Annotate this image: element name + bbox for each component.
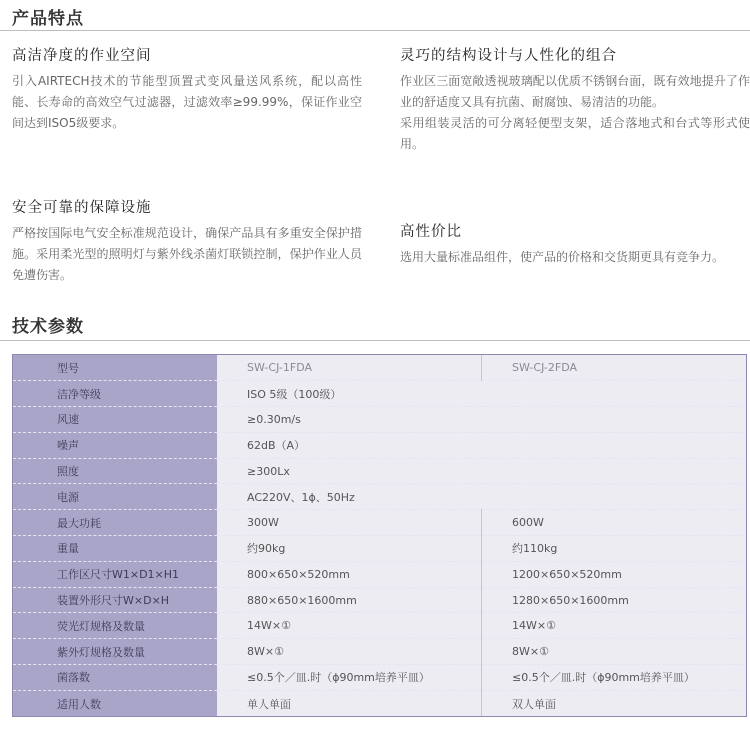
spec-label: 电源 xyxy=(13,484,217,510)
spec-value-1: 880×650×1600mm xyxy=(217,587,482,613)
feature-heading: 安全可靠的保障设施 xyxy=(12,200,152,216)
feature-cleanliness xyxy=(12,44,362,134)
specs-section-title: 技术参数 xyxy=(12,317,84,337)
feature-heading: 高性价比 xyxy=(400,224,462,240)
spec-row xyxy=(13,484,746,510)
spec-label: 重量 xyxy=(13,536,217,562)
spec-row xyxy=(13,561,746,587)
spec-value-1: 14W×① xyxy=(217,613,482,639)
spec-value-1: 8W×① xyxy=(217,639,482,665)
features-section-divider xyxy=(0,30,750,31)
spec-label: 紫外灯规格及数量 xyxy=(13,639,217,665)
spec-value-1: 约90kg xyxy=(217,536,482,562)
spec-row xyxy=(13,639,746,665)
feature-text: 选用大量标准品组件，使产品的价格和交货期更具有竞争力。 xyxy=(400,250,725,264)
feature-text: 引入AIRTECH技术的节能型顶置式变风量送风系统，配以高性能、长寿命的高效空气过滤器，过滤效率≥99.99%，保证作业空间达到ISO5级要求。 xyxy=(12,74,362,130)
spec-label: 照度 xyxy=(13,458,217,484)
spec-row xyxy=(13,407,746,433)
feature-safety xyxy=(12,196,362,286)
spec-row xyxy=(13,458,746,484)
spec-row xyxy=(13,690,746,716)
feature-text: 采用组装灵活的可分离轻便型支架，适合落地式和台式等形式使用。 xyxy=(400,116,750,151)
spec-value-2: 双人单面 xyxy=(482,690,747,716)
spec-value-1: 300W xyxy=(217,510,482,536)
spec-label: 型号 xyxy=(13,355,217,381)
feature-structure xyxy=(400,44,750,155)
spec-value: ISO 5级（100级） xyxy=(217,381,746,407)
spec-value-2: ≤0.5个／皿.时（ϕ90mm培养平皿） xyxy=(482,665,747,691)
spec-value-2: 约110kg xyxy=(482,536,747,562)
specs-section-divider xyxy=(0,340,750,341)
spec-label: 最大功耗 xyxy=(13,510,217,536)
spec-row xyxy=(13,510,746,536)
spec-label: 适用人数 xyxy=(13,690,217,716)
feature-text: 严格按国际电气安全标准规范设计，确保产品具有多重安全保护措施。采用柔光型的照明灯与紫外线杀菌灯联锁控制，保护作业人员免遭伤害。 xyxy=(12,226,362,282)
spec-value: ≥0.30m/s xyxy=(217,407,746,433)
spec-row xyxy=(13,381,746,407)
spec-row xyxy=(13,613,746,639)
features-section-title: 产品特点 xyxy=(12,9,84,29)
spec-value-2: 8W×① xyxy=(482,639,747,665)
spec-table xyxy=(12,354,747,717)
spec-model-2: SW-CJ-2FDA xyxy=(482,355,747,381)
spec-label: 风速 xyxy=(13,407,217,433)
spec-label: 洁净等级 xyxy=(13,381,217,407)
spec-model-1: SW-CJ-1FDA xyxy=(217,355,482,381)
spec-value-2: 1200×650×520mm xyxy=(482,561,747,587)
spec-value-1: 单人单面 xyxy=(217,690,482,716)
spec-row xyxy=(13,665,746,691)
spec-value-2: 1280×650×1600mm xyxy=(482,587,747,613)
spec-value: ≥300Lx xyxy=(217,458,746,484)
spec-value-1: 800×650×520mm xyxy=(217,561,482,587)
spec-value: 62dB（A） xyxy=(217,432,746,458)
spec-row xyxy=(13,432,746,458)
feature-heading: 灵巧的结构设计与人性化的组合 xyxy=(400,48,617,64)
spec-header-row xyxy=(13,355,746,381)
spec-value-2: 14W×① xyxy=(482,613,747,639)
spec-row xyxy=(13,536,746,562)
spec-row xyxy=(13,587,746,613)
feature-value xyxy=(400,220,750,268)
spec-label: 装置外形尺寸W×D×H xyxy=(13,587,217,613)
feature-heading: 高洁净度的作业空间 xyxy=(12,48,152,64)
spec-value: AC220V、1ϕ、50Hz xyxy=(217,484,746,510)
spec-label: 菌落数 xyxy=(13,665,217,691)
spec-value-2: 600W xyxy=(482,510,747,536)
spec-label: 噪声 xyxy=(13,432,217,458)
feature-text: 作业区三面宽敞透视玻璃配以优质不锈钢台面，既有效地提升了作业的舒适度又具有抗菌、耐腐蚀、易清洁的功能。 xyxy=(400,74,750,109)
spec-label: 荧光灯规格及数量 xyxy=(13,613,217,639)
spec-label: 工作区尺寸W1×D1×H1 xyxy=(13,561,217,587)
spec-value-1: ≤0.5个／皿.时（ϕ90mm培养平皿） xyxy=(217,665,482,691)
